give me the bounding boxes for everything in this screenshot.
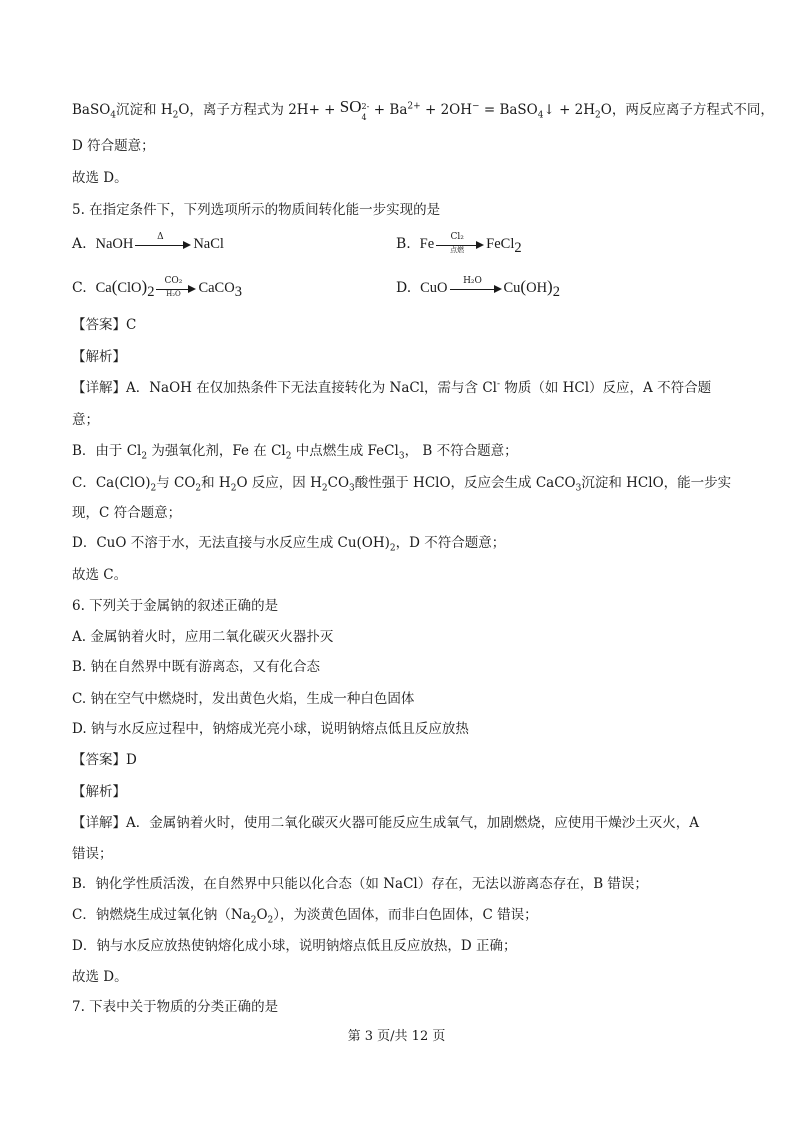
text: 沉淀和 HClO，能一步实	[581, 475, 732, 491]
text-line	[72, 905, 727, 925]
option-label: A.	[72, 236, 87, 252]
superscript: -	[496, 379, 501, 390]
arrow-condition: CO₂	[164, 276, 183, 286]
product: NaCl	[193, 236, 224, 252]
subscript: 4	[537, 110, 544, 121]
text: ↓ + 2H	[543, 102, 596, 118]
product: CaCO	[198, 280, 235, 296]
superscript: 2-	[361, 102, 370, 111]
text: C．钠燃烧生成过氧化钠（Na	[72, 907, 251, 923]
reactant: NaOH	[95, 236, 134, 252]
reactant: Fe	[419, 236, 435, 252]
subscript: 3	[234, 283, 242, 300]
question-stem: 5. 在指定条件下，下列选项所示的物质间转化能一步实现的是	[72, 202, 441, 218]
text-line: B．钠化学性质活泼，在自然界中只能以化合态（如 NaCl）存在，无法以游离态存在，B 错误；	[72, 876, 648, 892]
question-stem: 7. 下表中关于物质的分类正确的是	[72, 999, 279, 1015]
subscript: 2	[552, 283, 560, 300]
text: CO	[327, 475, 350, 491]
text-line: 现，C 符合题意；	[72, 505, 182, 521]
subscript: 3	[398, 451, 405, 462]
text-line	[72, 378, 727, 398]
text: D．CuO 不溶于水，无法直接与水反应生成 Cu(OH)	[72, 535, 390, 551]
text-line: 意；	[72, 412, 99, 428]
subscript: 2	[250, 915, 257, 926]
text: B．由于 Cl	[72, 443, 142, 459]
text-line	[72, 473, 732, 494]
subscript: 2	[595, 110, 601, 121]
option-d: D. 钠与水反应过程中，钠熔成光亮小球，说明钠熔点低且反应放热	[72, 721, 469, 737]
subscript: 2	[267, 915, 274, 926]
text: + 2OH	[420, 102, 472, 118]
superscript: −	[472, 101, 480, 112]
sulfate-indices	[361, 99, 370, 122]
page-footer: 第 3 页/共 12 页	[347, 1029, 446, 1044]
subscript: 4	[361, 113, 367, 122]
reaction-arrow	[436, 232, 484, 254]
arrow-condition: Δ	[157, 232, 164, 242]
text: + Ba	[369, 102, 408, 118]
option-c: C. 钠在空气中燃烧时，发出黄色火焰，生成一种白色固体	[72, 691, 415, 707]
reaction-arrow	[156, 276, 196, 298]
text-line: D 符合题意；	[72, 138, 155, 154]
option-a	[72, 234, 224, 254]
text: 【详解】A．NaOH 在仅加热条件下无法直接转化为 NaCl，需与含 Cl	[72, 380, 497, 396]
reactant: CuO	[420, 280, 448, 296]
analysis-heading: 【解析】	[72, 784, 126, 800]
arrow-condition: Cl₂	[450, 232, 464, 242]
text: O 反应，因 H	[236, 475, 322, 491]
sulfate-formula: SO	[339, 97, 362, 116]
text: O	[256, 907, 268, 923]
subscript: 3	[575, 483, 582, 494]
answer-line: 【答案】C	[72, 317, 137, 333]
reaction-arrow	[135, 232, 191, 253]
reactant-group: ClO	[117, 280, 142, 296]
subscript: 4	[110, 110, 117, 121]
text: BaSO	[72, 102, 111, 118]
text: ），为淡黄色固体，而非白色固体，C 错误；	[273, 907, 538, 923]
text: 物质（如 HCl）反应，A 不符合题	[500, 380, 712, 396]
text: 沉淀和 H	[116, 102, 173, 118]
text-line: 故选 D。	[72, 969, 128, 985]
text: C．Ca(ClO)	[72, 475, 151, 491]
superscript: 2+	[407, 101, 421, 112]
text-line	[72, 441, 727, 461]
arrow-condition: H₂O	[463, 276, 482, 286]
subscript: 2	[141, 451, 148, 462]
subscript: 2	[514, 239, 522, 256]
question-stem: 6. 下列关于金属钠的叙述正确的是	[72, 598, 279, 614]
subscript: 2	[150, 483, 157, 494]
text: 中点燃生成 FeCl	[291, 443, 399, 459]
option-label: C.	[72, 280, 87, 296]
option-c: C. $Ca(ClO)_2$ CO₂ H₂O CaCO$_3$	[72, 276, 242, 300]
subscript: 3	[349, 483, 355, 494]
option-label: B.	[396, 236, 411, 252]
text: 与 CO	[156, 475, 196, 491]
text-line	[72, 97, 774, 122]
text-line	[72, 533, 727, 553]
product: FeCl	[486, 236, 515, 252]
text-line: 【详解】A．金属钠着火时，使用二氧化碳灭火器可能反应生成氧气，加剧燃烧，应使用干燥沙土灭火，A	[72, 815, 699, 831]
answer-line: 【答案】D	[72, 752, 137, 768]
subscript: 2	[321, 483, 328, 494]
text: ， B 不符合题意；	[404, 443, 518, 459]
product: Cu	[503, 280, 521, 296]
subscript: 2	[195, 483, 202, 494]
text-line: 故选 C。	[72, 567, 128, 583]
analysis-heading: 【解析】	[72, 349, 126, 365]
option-b	[396, 234, 522, 254]
reactant: Ca	[95, 280, 112, 296]
text: ，D 不符合题意；	[395, 535, 506, 551]
subscript: 2	[147, 283, 155, 300]
option-label: D.	[396, 280, 412, 296]
arrow-condition: 点燃	[450, 246, 465, 254]
arrow-condition: H₂O	[166, 290, 181, 298]
text: = BaSO	[479, 102, 538, 118]
text-line: 错误；	[72, 846, 113, 862]
subscript: 2	[230, 483, 237, 494]
option-d: D. CuO H₂O $Cu(OH)_2$	[396, 276, 560, 300]
product-group: OH	[526, 280, 548, 296]
option-b: B. 钠在自然界中既有游离态，又有化合态	[72, 659, 321, 675]
option-a: A. 金属钠着火时，应用二氧化碳灭火器扑灭	[72, 629, 334, 645]
text-line: 故选 D。	[72, 170, 128, 186]
text: 为强氧化剂，Fe 在 Cl	[147, 443, 286, 459]
text: 和 H	[201, 475, 231, 491]
text-line: D．钠与水反应放热使钠熔化成小球，说明钠熔点低且反应放热，D 正确；	[72, 938, 517, 954]
subscript: 2	[389, 543, 396, 554]
text: O，两反应离子方程式不同，	[600, 102, 774, 118]
text: O，离子方程式为 2H+ +	[178, 102, 340, 118]
subscript: 2	[172, 110, 179, 121]
text: 酸性强于 HClO，反应会生成 CaCO	[354, 475, 576, 491]
subscript: 2	[285, 451, 292, 462]
reaction-arrow	[450, 276, 502, 297]
